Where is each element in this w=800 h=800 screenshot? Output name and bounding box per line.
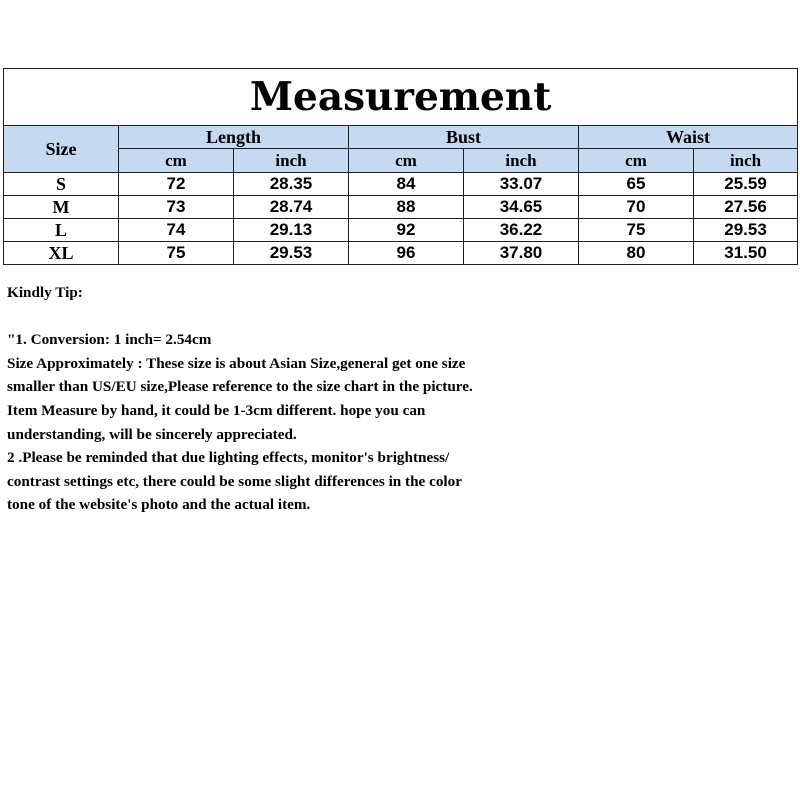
bust-cm-value: 88 — [349, 196, 464, 219]
bust-cm-value: 92 — [349, 219, 464, 242]
note-line: Size Approximately : These size is about Asian Size,general get one size — [7, 354, 466, 372]
notes-spacer — [7, 305, 587, 329]
bust-inch-value: 33.07 — [464, 173, 579, 196]
note-line: contrast settings etc, there could be some slight differences in the color — [7, 472, 462, 490]
table-row — [4, 173, 798, 196]
waist-cm-value: 70 — [579, 196, 694, 219]
note-line: smaller than US/EU size,Please reference to the size chart in the picture. — [7, 378, 473, 396]
bust-inch-value: 37.80 — [464, 242, 579, 265]
note-line: 2 .Please be reminded that due lighting effects, monitor's brightness/ — [7, 449, 450, 467]
bust-cm-value: 96 — [349, 242, 464, 265]
bust-cm-header: cm — [349, 149, 464, 173]
waist-cm-value: 80 — [579, 242, 694, 265]
note-line: understanding, will be sincerely appreciated. — [7, 425, 297, 443]
waist-inch-value: 29.53 — [694, 219, 798, 242]
length-cm-header: cm — [119, 149, 234, 173]
size-header: Size — [4, 126, 119, 173]
note-line: Item Measure by hand, it could be 1-3cm different. hope you can — [7, 401, 426, 419]
table-row — [4, 242, 798, 265]
size-label: M — [4, 196, 119, 219]
bust-cm-value: 84 — [349, 173, 464, 196]
table-row — [4, 219, 798, 242]
waist-cm-value: 75 — [579, 219, 694, 242]
size-label: L — [4, 219, 119, 242]
length-cm-value: 72 — [119, 173, 234, 196]
notes-heading: Kindly Tip: — [7, 284, 83, 301]
waist-cm-value: 65 — [579, 173, 694, 196]
waist-inch-header: inch — [694, 149, 798, 173]
length-header: Length — [119, 126, 349, 149]
size-label: S — [4, 173, 119, 196]
size-label: XL — [4, 242, 119, 265]
waist-inch-value: 27.56 — [694, 196, 798, 219]
bust-header: Bust — [349, 126, 579, 149]
length-inch-value: 28.35 — [234, 173, 349, 196]
waist-inch-value: 31.50 — [694, 242, 798, 265]
chart-title: Measurement — [4, 69, 798, 126]
kindly-tip-notes — [7, 281, 587, 517]
length-cm-value: 74 — [119, 219, 234, 242]
length-inch-value: 29.13 — [234, 219, 349, 242]
bust-inch-value: 36.22 — [464, 219, 579, 242]
length-inch-value: 29.53 — [234, 242, 349, 265]
bust-inch-value: 34.65 — [464, 196, 579, 219]
length-inch-value: 28.74 — [234, 196, 349, 219]
length-cm-value: 75 — [119, 242, 234, 265]
note-line: tone of the website's photo and the actual item. — [7, 496, 311, 514]
waist-cm-header: cm — [579, 149, 694, 173]
table-row — [4, 196, 798, 219]
bust-inch-header: inch — [464, 149, 579, 173]
size-chart-table — [3, 68, 798, 265]
note-line: "1. Conversion: 1 inch= 2.54cm — [7, 331, 212, 349]
length-cm-value: 73 — [119, 196, 234, 219]
waist-header: Waist — [579, 126, 798, 149]
length-inch-header: inch — [234, 149, 349, 173]
waist-inch-value: 25.59 — [694, 173, 798, 196]
